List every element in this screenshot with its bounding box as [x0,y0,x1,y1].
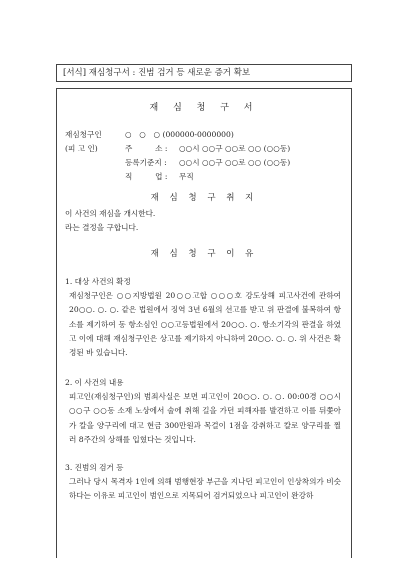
section-1-body: 재심청구인은 ○○지방법원 20○○고합 ○○○호 강도상해 피고사건에 관하여 20○○. ○. ○. 같은 법원에서 징역 3년 6월의 선고를 받고 위 판결에 불복하여 항소를 제기하여 동 항소심인 ○○고등법원에서 20○○. ○. 항소기각의 판결을 하였고 이에 대해 재심청구인은 상고를 제기하지 아니하여 20○○. ○. ○. 위 사건은 확정된 바 있습니다. [69,291,341,358]
section-3-body: 그러나 당시 목격자 1인에 의해 범행현장 부근을 지나던 피고인이 인상착의가 비슷하다는 이유로 피고인이 범인으로 지목되어 검거되었으나 피고인이 완강하 [69,477,341,501]
section-2-body: 피고인(재심청구인)의 범죄사실은 보면 피고인이 20○○. ○. ○. 00:00경 ○○시 ○○구 ○○동 소재 노상에서 술에 취해 길을 가던 피해자를 발견하고 이를 뒤쫓아가 칼을 양구리에 대고 현금 300만원과 목걸이 1점을 강취하고 칼로 양구리를 찔러 8주간의 상해를 입혔다는 것입니다. [69,392,341,444]
purpose-line-2: 라는 결정을 구합니다. [65,223,139,232]
occupation-value: 무직 [179,172,194,181]
reason-title: 재 심 청 구 이 유 [150,249,258,259]
section-1-heading: 1. 대상 사건의 확정 [65,277,131,286]
party-role-label: 재심청구인 [65,130,102,139]
purpose-line-1: 이 사건의 재심을 개시한다. [65,209,156,218]
registration-label: 등록기준지 : [125,158,167,167]
address-value: ○○시 ○○구 ○○로 ○○ (○○동) [179,144,291,153]
form-header [56,64,352,82]
party-name: ○ ○ ○ (000000-0000000) [125,130,234,139]
purpose-title: 재 심 청 구 취 지 [150,193,258,203]
document-title: 재 심 청 구 서 [149,103,259,113]
section-3-heading: 3. 진범의 검거 등 [65,463,124,472]
form-header-text: [서식] 재심청구서 : 진범 검거 등 새로운 증거 확보 [63,68,251,78]
registration-value: ○○시 ○○구 ○○로 ○○ (○○동) [179,158,291,167]
party-role-sub: (피 고 인) [65,144,98,153]
occupation-label: 직 업 : [125,172,168,181]
address-label: 주 소 : [125,144,168,153]
document-body [56,88,352,558]
section-2-heading: 2. 이 사건의 내용 [65,378,124,387]
